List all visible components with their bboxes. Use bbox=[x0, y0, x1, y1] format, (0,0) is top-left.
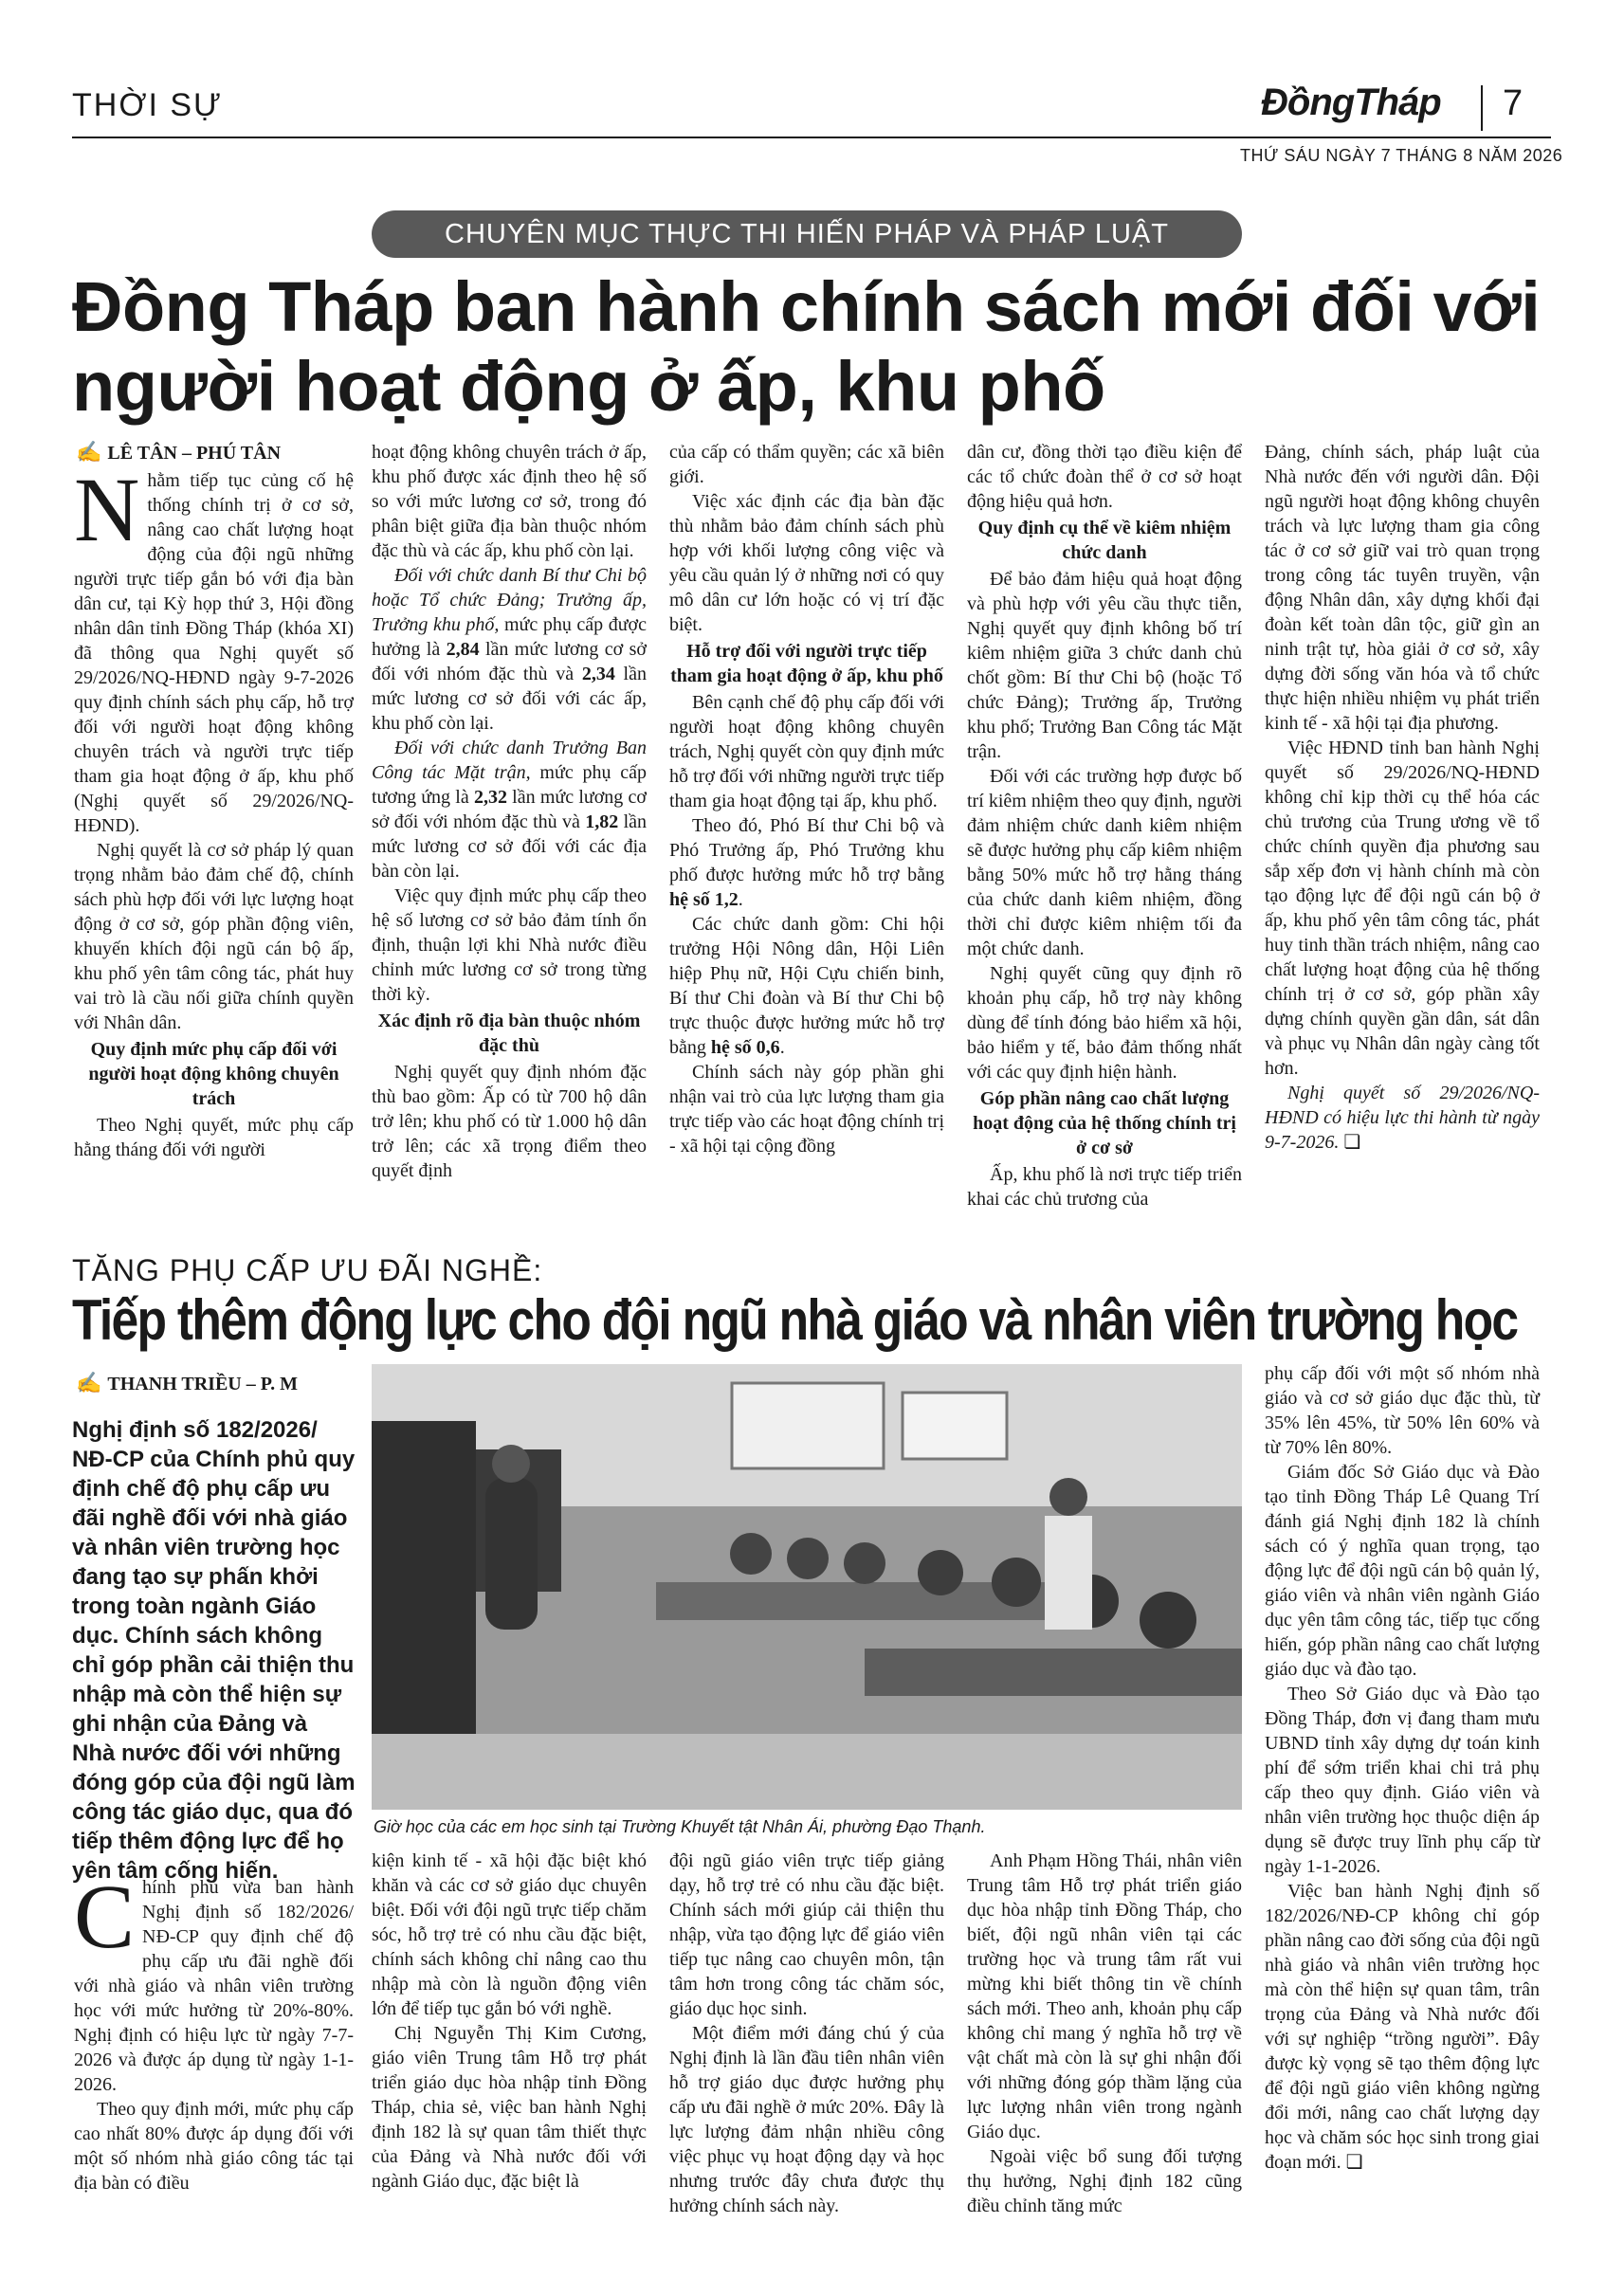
bold-text: 2,32 bbox=[473, 787, 507, 808]
paragraph: Theo quy định mới, mức phụ cấp cao nhất 80% được áp dụng đối với một số nhóm nhà giáo công tác tại địa bàn có điều bbox=[74, 2099, 354, 2194]
italic-text: Nghị quyết số 29/2026/NQ-HĐND có hiệu lực thi hành từ ngày 9-7-2026. bbox=[1265, 1083, 1540, 1153]
paragraph bbox=[372, 563, 647, 736]
subheading: Quy định mức phụ cấp đối với người hoạt động không chuyên trách bbox=[88, 1039, 339, 1109]
paragraph bbox=[1265, 1081, 1540, 1155]
paragraph: Đảng, chính sách, pháp luật của Nhà nước đến với người dân. Đội ngũ người hoạt động không chuyên trách và lực lượng tham gia công tác ở cơ sở giữ vai trò quan trọng trong công tác tuyên truyền, vận động Nhân dân, xây dựng khối đại đoàn kết toàn dân tộc, giữ gìn an ninh trật tự, hòa giải ở cơ sở, xây dựng đời sống văn hóa và tổ chức thực hiện nhiều nhiệm vụ phát triển kinh tế - xã hội tại địa phương. bbox=[1265, 442, 1540, 734]
section-label: THỜI SỰ bbox=[72, 87, 224, 123]
article1-column-2 bbox=[372, 440, 647, 1183]
paragraph: Nghị quyết là cơ sở pháp lý quan trọng nhằm bảo đảm chế độ, chính sách phù hợp đối với lực lượng hoạt động ở cơ sở, góp phần động viên, khuyến khích đội ngũ cán bộ ấp, khu phố yên tâm công tác, phát huy vai trò là cầu nối giữa chính quyền với Nhân dân. bbox=[74, 840, 354, 1033]
article2-byline bbox=[76, 1371, 298, 1395]
article1-column-3 bbox=[669, 440, 944, 1158]
bold-text: 2,34 bbox=[581, 664, 615, 684]
article1-column-5 bbox=[1265, 440, 1540, 1155]
pen-icon: ✍ bbox=[76, 1371, 102, 1394]
paragraph: Ấp, khu phố là nơi trực tiếp triển khai các chủ trương của bbox=[967, 1164, 1242, 1210]
article2-column-4 bbox=[967, 1849, 1242, 2218]
text: Theo đó, Phó Bí thư Chi bộ và Phó Trưởng ấp, Phó Trưởng khu phố được hưởng mức hỗ trợ bằng bbox=[669, 815, 944, 885]
paragraph: Nghị quyết cũng quy định rõ khoản phụ cấp, hỗ trợ này không dùng để tính đóng bảo hiểm xã hội, bảo hiểm y tế, bảo đảm thống nhất với các quy định hiện hành. bbox=[967, 963, 1242, 1083]
end-mark-icon: ❏ bbox=[1341, 2152, 1363, 2173]
paragraph: hính phủ vừa ban hành Nghị định số 182/2026/ NĐ-CP quy định chế độ phụ cấp ưu đãi nghề đối với nhà giáo và nhân viên trường học với mức hưởng từ 20%-80%. Nghị định có hiệu lực từ ngày 7-7-2026 và được áp dụng từ ngày 1-1-2026. bbox=[74, 1877, 354, 2095]
paragraph: Việc quy định mức phụ cấp theo hệ số lương cơ sở bảo đảm tính ổn định, thuận lợi khi Nhà nước điều chỉnh mức lương cơ sở trong từng thời kỳ. bbox=[372, 885, 647, 1005]
headline-line-1: Đồng Tháp ban hành chính sách mới đối với bbox=[72, 267, 1541, 346]
paragraph: của cấp có thẩm quyền; các xã biên giới. bbox=[669, 442, 944, 487]
pen-icon: ✍ bbox=[76, 440, 102, 464]
paragraph: dân cư, đồng thời tạo điều kiện để các tổ chức đoàn thể ở cơ sở hoạt động hiệu quả hơn. bbox=[967, 442, 1242, 512]
subheading: Xác định rõ địa bàn thuộc nhóm đặc thù bbox=[377, 1011, 641, 1056]
author-names: THANH TRIỀU – P. M bbox=[107, 1374, 298, 1394]
text: mức phụ cấp được hưởng là bbox=[372, 614, 647, 660]
subheading: Góp phần nâng cao chất lượng hoạt động của hệ thống chính trị ở cơ sở bbox=[973, 1088, 1236, 1158]
paragraph: Việc HĐND tỉnh ban hành Nghị quyết số 29/2026/NQ-HĐND không chỉ kịp thời cụ thể hóa các chủ trương của Trung ương về tổ chức chính quyền địa phương sau sắp xếp đơn vị hành chính mà còn tạo động lực để đội ngũ cán bộ ở ấp, khu phố yên tâm công tác, phát huy tinh thần trách nhiệm, nâng cao chất lượng hoạt động của hệ thống chính trị ở cơ sở, góp phần xây dựng chính quyền gần dân, sát dân và phục vụ Nhân dân ngày càng tốt hơn. bbox=[1265, 738, 1540, 1079]
issue-date: THỨ SÁU NGÀY 7 THÁNG 8 NĂM 2026 bbox=[1240, 146, 1563, 165]
paragraph: Bên cạnh chế độ phụ cấp đối với người hoạt động không chuyên trách, Nghị quyết còn quy định mức hỗ trợ đối với những người trực tiếp tham gia hoạt động tại ấp, khu phố. bbox=[669, 692, 944, 811]
article2-column-2 bbox=[372, 1849, 647, 2194]
bold-text: hệ số 1,2 bbox=[669, 889, 739, 910]
paragraph bbox=[669, 912, 944, 1060]
italic-text: Đối với chức danh Trưởng Ban Công tác Mặt trận, bbox=[372, 738, 647, 783]
paragraph: Anh Phạm Hồng Thái, nhân viên Trung tâm Hỗ trợ phát triển giáo dục hòa nhập tỉnh Đồng Tháp, cho biết, đội ngũ nhân viên tại các trường học và trung tâm rất vui mừng khi biết thông tin về chính sách mới. Theo anh, khoản phụ cấp không chỉ mang ý nghĩa hỗ trợ về vật chất mà còn là sự ghi nhận đối với những đóng góp thầm lặng của lực lượng nhân viên trong ngành Giáo dục. bbox=[967, 1850, 1242, 2142]
paragraph: Việc xác định các địa bàn đặc thù nhằm bảo đảm chính sách phù hợp với khối lượng công việc và yêu cầu quản lý ở những nơi có quy mô dân cư lớn hoặc có vị trí đặc biệt. bbox=[669, 491, 944, 635]
text: Việc ban hành Nghị định số 182/2026/NĐ-CP không chỉ góp phần nâng cao đời sống của đội ngũ nhà giáo và nhân viên trường học mà còn thể hiện sự quan tâm, trân trọng của Đảng và Nhà nước đối với sự nghiệp “trồng người”. Đây được kỳ vọng sẽ tạo thêm động lực để đội ngũ giáo viên không ngừng đổi mới, nâng cao chất lượng dạy học và chăm sóc học sinh trong giai đoạn mới. bbox=[1265, 1881, 1540, 2173]
article1-headline bbox=[72, 267, 1560, 427]
italic-text: Đối với chức danh Bí thư Chi bộ hoặc Tổ chức Đảng; Trưởng ấp, Trưởng khu phố, bbox=[372, 565, 647, 635]
subheading: Quy định cụ thể về kiêm nhiệm chức danh bbox=[977, 518, 1232, 563]
paragraph: Giám đốc Sở Giáo dục và Đào tạo tỉnh Đồng Tháp Lê Quang Trí đánh giá Nghị định 182 là chính sách có ý nghĩa quan trọng, tạo động lực để đội ngũ cán bộ quản lý, giáo viên và nhân viên ngành Giáo dục yên tâm công tác, tiếp tục cống hiến, góp phần nâng cao chất lượng giáo dục và đào tạo. bbox=[1265, 1462, 1540, 1680]
article2-lead: Nghị định số 182/2026/ NĐ-CP của Chính phủ quy định chế độ phụ cấp ưu đãi nghề đối với nhà giáo và nhân viên trường học đang tạo sự phấn khởi trong toàn ngành Giáo dục. Chính sách không chỉ góp phần cải thiện thu nhập mà còn thể hiện sự ghi nhận của Đảng và Nhà nước đối với những đóng góp của đội ngũ làm công tác giáo dục, qua đó tiếp thêm động lực để họ yên tâm cống hiến. bbox=[72, 1417, 356, 1884]
paragraph bbox=[1265, 1879, 1540, 2175]
paragraph: Theo Nghị quyết, mức phụ cấp hằng tháng đối với người bbox=[74, 1115, 354, 1160]
article2-headline: Tiếp thêm động lực cho đội ngũ nhà giáo và nhân viên trường học bbox=[72, 1288, 1518, 1352]
paragraph: Một điểm mới đáng chú ý của Nghị định là lần đầu tiên nhân viên hỗ trợ giáo dục được hưởng phụ cấp ưu đãi nghề ở mức 20%. Đây là lực lượng đảm nhận nhiều công việc phục vụ hoạt động dạy và học nhưng trước đây chưa được thụ hưởng chính sách này. bbox=[669, 2023, 944, 2216]
paragraph bbox=[372, 736, 647, 884]
article2-column-5 bbox=[1265, 1361, 1540, 2175]
article2-kicker: TĂNG PHỤ CẤP ƯU ĐÃI NGHỀ: bbox=[72, 1253, 543, 1287]
paragraph bbox=[669, 813, 944, 912]
article1-column-1 bbox=[74, 459, 354, 1162]
photo-caption: Giờ học của các em học sinh tại Trường Khuyết tật Nhân Ái, phường Đạo Thạnh. bbox=[374, 1817, 986, 1836]
subheading: Hỗ trợ đối với người trực tiếp tham gia hoạt động ở ấp, khu phố bbox=[670, 641, 943, 686]
text: Các chức danh gồm: Chi hội trưởng Hội Nông dân, Hội Liên hiệp Phụ nữ, Hội Cựu chiến binh, Bí thư Chi đoàn và Bí thư Chi bộ trực thuộc được hưởng mức hỗ trợ bằng bbox=[669, 914, 944, 1058]
end-mark-icon: ❏ bbox=[1339, 1132, 1361, 1153]
text: lần mức lương cơ sở đối với các địa bàn còn lại. bbox=[372, 811, 647, 882]
logo-divider bbox=[1481, 85, 1483, 131]
headline-line-2: người hoạt động ở ấp, khu phố bbox=[72, 347, 1105, 426]
bold-text: 2,84 bbox=[446, 639, 480, 660]
paragraph: kiện kinh tế - xã hội đặc biệt khó khăn và các cơ sở giáo dục chuyên biệt. Đối với đội ngũ trực tiếp chăm sóc, hỗ trợ trẻ có nhu cầu đặc biệt, chính sách không chỉ nâng cao thu nhập mà còn là nguồn động viên lớn để tiếp tục gắn bó với nghề. bbox=[372, 1850, 647, 2019]
drop-cap: C bbox=[74, 1866, 136, 1967]
page-number: 7 bbox=[1503, 83, 1524, 123]
paragraph: Chị Nguyễn Thị Kim Cương, giáo viên Trung tâm Hỗ trợ phát triển giáo dục hòa nhập tỉnh Đồng Tháp, chia sẻ, việc ban hành Nghị định 182 là sự quan tâm thiết thực của Đảng và Nhà nước đối với ngành Giáo dục, đặc biệt là bbox=[372, 2023, 647, 2192]
newspaper-logo: ĐồngTháp bbox=[1261, 82, 1441, 123]
text: . bbox=[779, 1037, 785, 1058]
paragraph: Chính sách này góp phần ghi nhận vai trò của lực lượng tham gia trực tiếp vào các hoạt động chính trị - xã hội tại cộng đồng bbox=[669, 1062, 944, 1157]
paragraph: phụ cấp đối với một số nhóm nhà giáo và cơ sở giáo dục đặc thù, từ 35% lên 45%, từ 50% lên 60% và từ 70% lên 80%. bbox=[1265, 1363, 1540, 1458]
author-names: LÊ TÂN – PHÚ TÂN bbox=[107, 443, 282, 464]
header-rule bbox=[72, 137, 1551, 138]
article1-column-4 bbox=[967, 440, 1242, 1212]
paragraph: Theo Sở Giáo dục và Đào tạo Đồng Tháp, đơn vị đang tham mưu UBND tỉnh xây dựng dự toán kinh phí để sớm triển khai chi trả phụ cấp theo quy định. Giáo viên và nhân viên trường học thuộc diện áp dụng sẽ được truy lĩnh phụ cấp từ ngày 1-1-2026. bbox=[1265, 1684, 1540, 1877]
bold-text: 1,82 bbox=[585, 811, 619, 832]
paragraph: Ngoài việc bổ sung đối tượng thụ hưởng, Nghị định 182 cũng điều chỉnh tăng mức bbox=[967, 2146, 1242, 2216]
article2-column-3 bbox=[669, 1849, 944, 2218]
classroom-photo-illustration bbox=[372, 1364, 1242, 1810]
paragraph: Để bảo đảm hiệu quả hoạt động và phù hợp với yêu cầu thực tiễn, Nghị quyết quy định không bố trí kiêm nhiệm giữa 3 chức danh chủ chốt gồm: Bí thư Chi bộ (hoặc Tổ chức Đảng); Trưởng ấp, Trưởng khu phố; Trưởng Ban Công tác Mặt trận. bbox=[967, 569, 1242, 762]
text: mức phụ cấp tương ứng là bbox=[372, 762, 647, 808]
classroom-photo bbox=[372, 1364, 1242, 1810]
paragraph: Đối với các trường hợp được bố trí kiêm nhiệm theo quy định, người đảm nhiệm chức danh kiêm nhiệm sẽ được hưởng phụ cấp kiêm nhiệm bằng 50% mức hỗ trợ hằng tháng của chức danh kiêm nhiệm, đồng thời chỉ được kiêm nhiệm tối đa một chức danh. bbox=[967, 766, 1242, 959]
text: lần mức lương cơ sở đối với nhóm đặc thù và bbox=[372, 639, 647, 684]
article2-column-1 bbox=[74, 1866, 354, 2196]
paragraph: hoạt động không chuyên trách ở ấp, khu phố được xác định theo hệ số so với mức lương cơ sở, trong đó phân biệt giữa địa bàn thuộc nhóm đặc thù và các ấp, khu phố còn lại. bbox=[372, 442, 647, 561]
paragraph: hằm tiếp tục củng cố hệ thống chính trị ở cơ sở, nâng cao chất lượng hoạt động của đội ngũ những người trực tiếp gắn bó với địa bàn dân cư, tại Kỳ họp thứ 3, Hội đồng nhân dân tỉnh Đồng Tháp (khóa XI) đã thông qua Nghị quyết số 29/2026/NQ-HĐND ngày 9-7-2026 quy định chính sách phụ cấp, hỗ trợ đối với người hoạt động không chuyên trách và người trực tiếp tham gia hoạt động ở ấp, khu phố (Nghị quyết số 29/2026/NQ-HĐND). bbox=[74, 470, 354, 836]
paragraph: Nghị quyết quy định nhóm đặc thù bao gồm: Ấp có từ 700 hộ dân trở lên; khu phố có từ 1.000 hộ dân trở lên; các xã trọng điểm theo quyết định bbox=[372, 1062, 647, 1181]
text: lần mức lương cơ sở đối với các ấp, khu phố còn lại. bbox=[372, 664, 647, 734]
paragraph: đội ngũ giáo viên trực tiếp giảng dạy, hỗ trợ trẻ có nhu cầu đặc biệt. Chính sách mới giúp cải thiện thu nhập, vừa tạo động lực để giáo viên tiếp tục nâng cao chuyên môn, tận tâm hơn trong công tác chăm sóc, giáo dục học sinh. bbox=[669, 1850, 944, 2019]
column-banner: CHUYÊN MỤC THỰC THI HIẾN PHÁP VÀ PHÁP LUẬT bbox=[372, 210, 1242, 258]
drop-cap: N bbox=[74, 459, 140, 560]
text: . bbox=[738, 889, 743, 910]
text: lần mức lương cơ sở đối với nhóm đặc thù và bbox=[372, 787, 647, 832]
bold-text: hệ số 0,6 bbox=[710, 1037, 780, 1058]
